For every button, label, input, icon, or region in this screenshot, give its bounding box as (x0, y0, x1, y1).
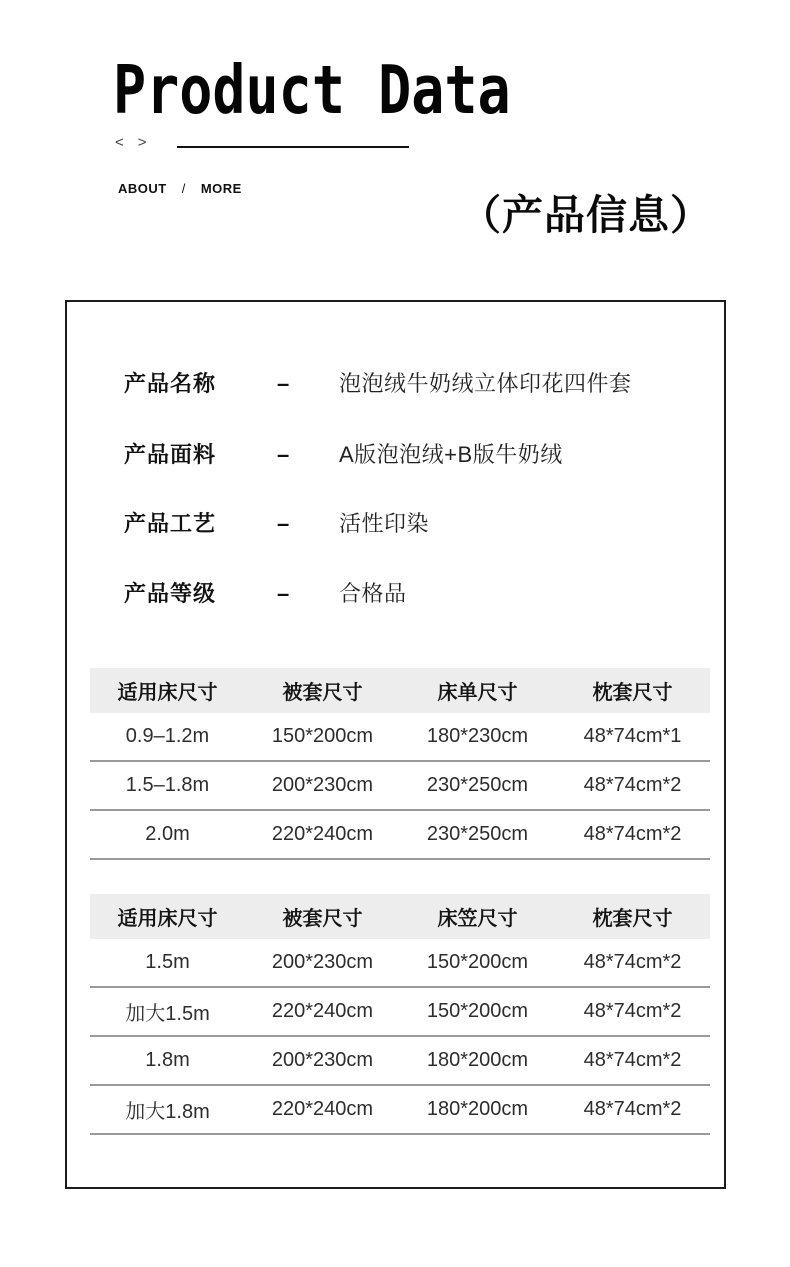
table-row (90, 1086, 710, 1135)
column-header: 枕套尺寸 (592, 908, 673, 930)
more-label: MORE (200, 181, 242, 196)
table-row (90, 1037, 710, 1086)
column-header: 适用床尺寸 (117, 908, 218, 930)
info-panel (65, 300, 726, 1189)
detail-label: 产品工艺 (124, 511, 217, 536)
detail-row-grade (67, 572, 724, 616)
table-cell: 180*200cm (426, 1098, 529, 1120)
table-header-row (90, 668, 710, 713)
table-cell: 230*250cm (426, 774, 529, 796)
dash-separator: – (277, 511, 290, 536)
about-label: ABOUT (118, 181, 167, 196)
dash-separator: – (277, 442, 290, 467)
table-cell: 48*74cm*2 (583, 1049, 682, 1071)
detail-value: 合格品 (339, 581, 407, 606)
table-cell: 1.8m (145, 1049, 190, 1071)
detail-label: 产品面料 (124, 442, 217, 467)
detail-value: 活性印染 (339, 511, 430, 536)
table-cell: 200*230cm (271, 1049, 374, 1071)
size-table-fitted (90, 894, 710, 1135)
table-cell: 220*240cm (271, 1098, 374, 1120)
table-cell: 2.0m (145, 823, 190, 845)
table-cell: 加大1.5m (125, 1003, 210, 1025)
next-arrow-icon: > (137, 134, 161, 151)
column-header: 适用床尺寸 (117, 682, 218, 704)
column-header: 被套尺寸 (282, 908, 363, 930)
table-cell: 200*230cm (271, 774, 374, 796)
table-cell: 0.9–1.2m (125, 725, 210, 747)
nav-arrows (115, 134, 161, 151)
table-cell: 48*74cm*2 (583, 774, 682, 796)
breadcrumb-separator: / (181, 181, 186, 196)
table-cell: 48*74cm*2 (583, 951, 682, 973)
column-header: 枕套尺寸 (592, 682, 673, 704)
table-cell: 1.5–1.8m (125, 774, 210, 796)
detail-value: 泡泡绒牛奶绒立体印花四件套 (339, 371, 632, 396)
column-header: 被套尺寸 (282, 682, 363, 704)
table-cell: 150*200cm (426, 951, 529, 973)
detail-row-fabric (67, 433, 724, 477)
table-cell: 48*74cm*2 (583, 1098, 682, 1120)
table-cell: 1.5m (145, 951, 190, 973)
prev-arrow-icon: < (115, 134, 138, 151)
table-cell: 48*74cm*2 (583, 1000, 682, 1022)
detail-label: 产品名称 (124, 371, 217, 396)
table-cell: 48*74cm*2 (583, 823, 682, 845)
table-header-row (90, 894, 710, 939)
column-header: 床笠尺寸 (437, 908, 518, 930)
table-cell: 230*250cm (426, 823, 529, 845)
table-cell: 加大1.8m (125, 1101, 210, 1123)
detail-value: A版泡泡绒+B版牛奶绒 (339, 442, 563, 467)
detail-row-craft (67, 502, 724, 546)
table-row (90, 762, 710, 811)
table-row (90, 988, 710, 1037)
table-cell: 150*200cm (271, 725, 374, 747)
table-cell: 220*240cm (271, 823, 374, 845)
breadcrumb (118, 181, 242, 196)
detail-row-name (67, 362, 724, 406)
table-cell: 150*200cm (426, 1000, 529, 1022)
table-cell: 200*230cm (271, 951, 374, 973)
table-row (90, 939, 710, 988)
title-underline (177, 146, 409, 148)
page-title: Product Data (113, 52, 511, 130)
table-cell: 180*200cm (426, 1049, 529, 1071)
detail-label: 产品等级 (124, 581, 217, 606)
size-table-sheet (90, 668, 710, 860)
table-cell: 48*74cm*1 (583, 725, 682, 747)
column-header: 床单尺寸 (437, 682, 518, 704)
dash-separator: – (277, 371, 290, 396)
table-row (90, 811, 710, 860)
table-cell: 180*230cm (426, 725, 529, 747)
table-row (90, 713, 710, 762)
dash-separator: – (277, 581, 290, 606)
subtitle-chinese: （产品信息） (460, 192, 712, 238)
table-cell: 220*240cm (271, 1000, 374, 1022)
